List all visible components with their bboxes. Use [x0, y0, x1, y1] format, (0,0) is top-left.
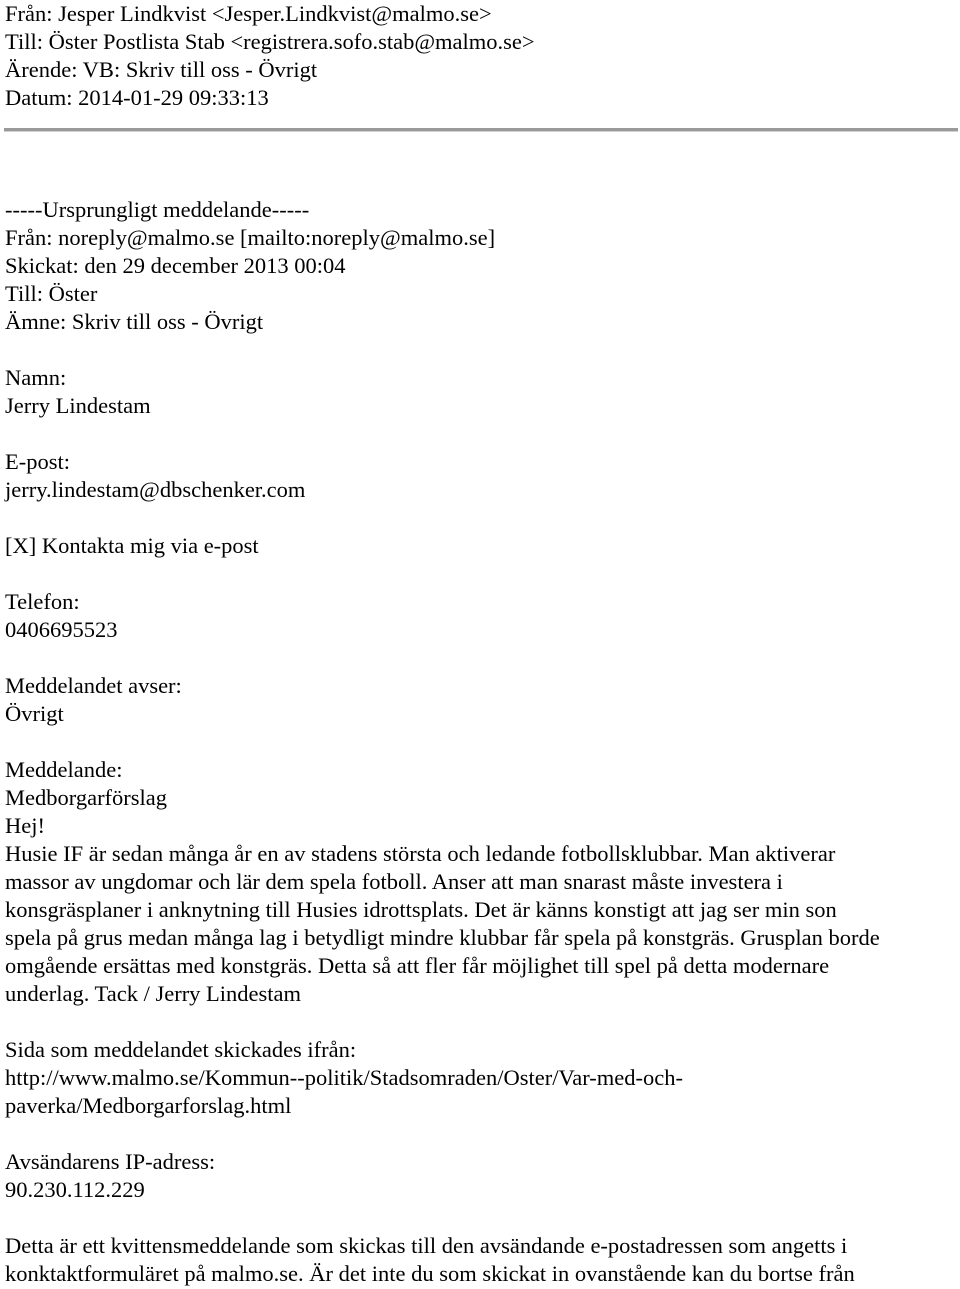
- ip-label: Avsändarens IP-adress:: [5, 1149, 216, 1174]
- name-value: Jerry Lindestam: [5, 393, 151, 418]
- spacer: [5, 644, 955, 672]
- message-label: Meddelande:: [5, 757, 123, 782]
- spacer: [5, 1204, 955, 1232]
- forward-from: Från: Jesper Lindkvist <Jesper.Lindkvist@malmo.se>: [5, 1, 492, 26]
- original-to: Till: Öster: [5, 281, 98, 306]
- source-label: Sida som meddelandet skickades ifrån:: [5, 1037, 357, 1062]
- source-url-continued: paverka/Medborgarforslag.html: [5, 1093, 292, 1118]
- phone-value: 0406695523: [5, 617, 118, 642]
- original-sent: Skickat: den 29 december 2013 00:04: [5, 253, 346, 278]
- original-subject: Ämne: Skriv till oss - Övrigt: [5, 309, 264, 334]
- name-label: Namn:: [5, 365, 67, 390]
- spacer: [5, 504, 955, 532]
- footer-line: konktaktformuläret på malmo.se. Är det inte du som skickat in ovanstående kan du bortse från: [5, 1261, 855, 1286]
- footer-line: Detta är ett kvittensmeddelande som skickas till den avsändande e-postadressen som angetts i: [5, 1233, 848, 1258]
- original-from: Från: noreply@malmo.se [mailto:noreply@malmo.se]: [5, 225, 496, 250]
- email-label: E-post:: [5, 449, 70, 474]
- source-url: http://www.malmo.se/Kommun--politik/Stadsomraden/Oster/Var-med-och-: [5, 1065, 683, 1090]
- message-body-line: massor av ungdomar och lär dem spela fotboll. Anser att man snarast måste investera i: [5, 869, 783, 894]
- forward-header: [5, 0, 955, 112]
- spacer: [5, 336, 955, 364]
- topic-label: Meddelandet avser:: [5, 673, 182, 698]
- forward-to: Till: Öster Postlista Stab <registrera.sofo.stab@malmo.se>: [5, 29, 535, 54]
- message-body-line: konsgräsplaner i anknytning till Husies idrottsplats. Det är känns konstigt att jag ser min son: [5, 897, 837, 922]
- contact-option: [X] Kontakta mig via e-post: [5, 533, 259, 558]
- message-body-line: spela på grus medan många lag i betydligt mindre klubbar får spela på konstgräs. Grusplan borde: [5, 925, 880, 950]
- spacer: [5, 1008, 955, 1036]
- spacer: [5, 560, 955, 588]
- topic-value: Övrigt: [5, 701, 64, 726]
- header-divider: [4, 128, 958, 132]
- message-body-line: Husie IF är sedan många år en av stadens största och ledande fotbollsklubbar. Man aktiverar: [5, 841, 836, 866]
- phone-label: Telefon:: [5, 589, 80, 614]
- message-greeting: Hej!: [5, 813, 45, 838]
- message-title: Medborgarförslag: [5, 785, 168, 810]
- message-body-line: omgående ersättas med konstgräs. Detta så att fler får möjlighet till spel på detta modernare: [5, 953, 830, 978]
- spacer: [5, 1120, 955, 1148]
- spacer: [5, 728, 955, 756]
- email-value: jerry.lindestam@dbschenker.com: [5, 477, 306, 502]
- original-message: [5, 196, 955, 1288]
- spacer: [5, 420, 955, 448]
- forward-subject: Ärende: VB: Skriv till oss - Övrigt: [5, 57, 318, 82]
- message-body-line: underlag. Tack / Jerry Lindestam: [5, 981, 302, 1006]
- ip-value: 90.230.112.229: [5, 1177, 145, 1202]
- forward-date: Datum: 2014-01-29 09:33:13: [5, 85, 269, 110]
- original-separator: -----Ursprungligt meddelande-----: [5, 197, 310, 222]
